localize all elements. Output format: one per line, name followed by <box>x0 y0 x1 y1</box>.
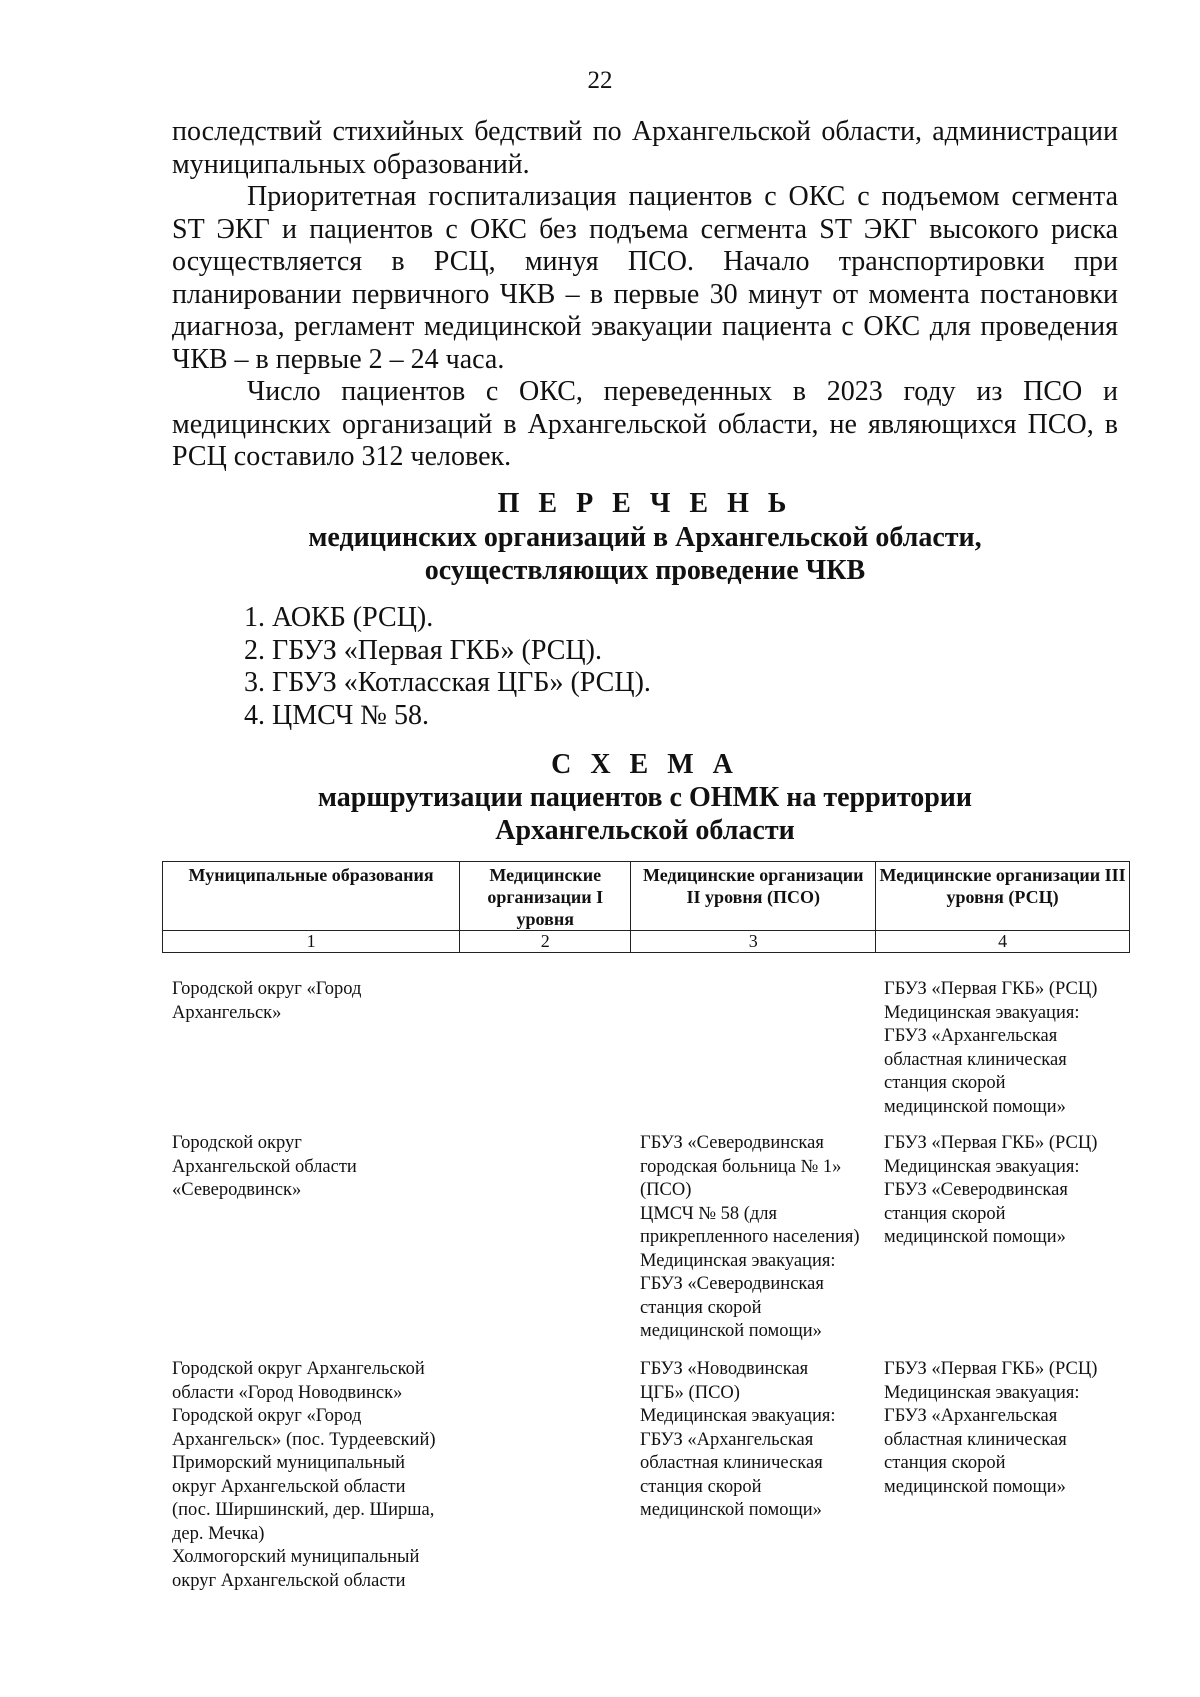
cell-line: областная клиническая <box>884 1049 1067 1070</box>
cell-line: «Северодвинск» <box>172 1180 302 1200</box>
cell-line: Приморский муниципальный <box>172 1453 406 1473</box>
cell-line: областная клиническая <box>640 1453 823 1473</box>
perechen-subtitle: осуществляющих проведение ЧКВ <box>424 555 866 586</box>
paragraph: последствий стихийных бедствий по Архангельской области, администрации муниципальных образований. <box>172 116 1118 180</box>
cell-line: (ПСО) <box>640 1180 692 1200</box>
cell-line: городская больница № 1» <box>640 1156 842 1177</box>
column-number: 3 <box>631 931 876 953</box>
cell-line: станция скорой <box>640 1476 762 1497</box>
municipality-cell <box>172 978 472 1025</box>
list-item: 2. ГБУЗ «Первая ГКБ» (РСЦ). <box>244 634 602 666</box>
cell-line: ГБУЗ «Первая ГКБ» (РСЦ) <box>884 1133 1098 1153</box>
table-header-cell: Медицинские организации III уровня (РСЦ) <box>876 862 1130 931</box>
table-header-cell: Муниципальные образования <box>163 862 460 931</box>
organization-list <box>244 602 651 732</box>
list-item: 4. ЦМСЧ № 58. <box>244 699 430 731</box>
cell-line: Архангельск» <box>172 1002 282 1023</box>
cell-line: прикрепленного населения) <box>640 1227 860 1247</box>
cell-line: округ Архангельской области <box>172 1476 406 1497</box>
cell-line: Холмогорский муниципальный <box>172 1547 420 1567</box>
cell-line: ЦМСЧ № 58 (для <box>640 1203 778 1224</box>
cell-line: дер. Мечка) <box>172 1523 265 1544</box>
cell-line: станция скорой <box>884 1073 1006 1093</box>
body-text <box>172 116 1118 474</box>
cell-line: (пос. Ширшинский, дер. Ширша, <box>172 1500 435 1520</box>
column-number: 4 <box>876 931 1130 953</box>
schema-subtitle: Архангельской области <box>495 815 795 846</box>
cell-line: Медицинская эвакуация: <box>640 1406 836 1426</box>
list-item: 3. ГБУЗ «Котласская ЦГБ» (РСЦ). <box>244 667 651 698</box>
cell-line: медицинской помощи» <box>640 1500 822 1520</box>
municipality-cell <box>172 1132 472 1203</box>
cell-line: ГБУЗ «Северодвинская <box>640 1274 824 1294</box>
column-number: 1 <box>163 931 460 953</box>
level2-cell <box>640 1132 880 1344</box>
cell-line: Архангельской области <box>172 1156 357 1177</box>
column-number: 2 <box>460 931 631 953</box>
cell-line: станция скорой <box>884 1453 1006 1473</box>
cell-line: Городской округ Архангельской <box>172 1359 425 1379</box>
cell-line: области «Город Новодвинск» <box>172 1382 403 1403</box>
cell-line: Архангельск» (пос. Турдеевский) <box>172 1429 436 1450</box>
cell-line: Городской округ «Город <box>172 1406 362 1426</box>
cell-line: областная клиническая <box>884 1429 1067 1450</box>
perechen-subtitle: медицинских организаций в Архангельской области, <box>308 522 982 553</box>
routing-table-header <box>162 861 1130 953</box>
schema-heading: С Х Е М А <box>551 749 739 780</box>
cell-line: ГБУЗ «Первая ГКБ» (РСЦ) <box>884 1359 1098 1379</box>
paragraph: Число пациентов с ОКС, переведенных в 2023 году из ПСО и медицинских организаций в Архангельской области, не являющихся ПСО, в РСЦ составило 312 человек. <box>172 376 1118 472</box>
level3-cell <box>884 1132 1130 1250</box>
cell-line: Медицинская эвакуация: <box>884 1156 1080 1177</box>
cell-line: Медицинская эвакуация: <box>640 1250 836 1271</box>
cell-line: ГБУЗ «Новодвинская <box>640 1359 809 1379</box>
level3-cell <box>884 1358 1130 1499</box>
table-header-cell: Медицинские организации II уровня (ПСО) <box>631 862 876 931</box>
perechen-heading: П Е Р Е Ч Е Н Ь <box>497 488 793 519</box>
cell-line: ГБУЗ «Архангельская <box>640 1429 814 1450</box>
cell-line: Медицинская эвакуация: <box>884 1002 1080 1023</box>
cell-line: ГБУЗ «Первая ГКБ» (РСЦ) <box>884 979 1098 999</box>
list-item: 1. АОКБ (РСЦ). <box>244 602 434 633</box>
page-number: 22 <box>587 67 613 94</box>
paragraph: Приоритетная госпитализация пациентов с ОКС с подъемом сегмента ST ЭКГ и пациентов с ОКС без подъема сегмента ST ЭКГ высокого риска осуществляется в РСЦ, минуя ПСО. Начало транспортировки при планировании первичного ЧКВ – в первые 30 минут от момента постановки диагноза, регламент медицинской эвакуации пациента с ОКС для проведения ЧКВ – в первые 2 – 24 часа. <box>172 181 1118 375</box>
table-header-cell: Медицинские организации I уровня <box>460 862 631 931</box>
schema-subtitle: маршрутизации пациентов с ОНМК на территории <box>317 782 973 813</box>
cell-line: округ Архангельской области <box>172 1570 406 1591</box>
cell-line: станция скорой <box>640 1297 762 1318</box>
cell-line: ГБУЗ «Северодвинская <box>884 1180 1068 1200</box>
level2-cell <box>640 1358 880 1523</box>
cell-line: медицинской помощи» <box>884 1476 1066 1497</box>
cell-line: ГБУЗ «Архангельская <box>884 1026 1058 1046</box>
cell-line: медицинской помощи» <box>884 1227 1066 1247</box>
cell-line: Городской округ <box>172 1133 302 1153</box>
cell-line: ЦГБ» (ПСО) <box>640 1382 740 1403</box>
level3-cell <box>884 978 1130 1119</box>
cell-line: Медицинская эвакуация: <box>884 1382 1080 1403</box>
municipality-cell <box>172 1358 472 1593</box>
cell-line: медицинской помощи» <box>884 1096 1066 1117</box>
cell-line: ГБУЗ «Архангельская <box>884 1406 1058 1426</box>
cell-line: медицинской помощи» <box>640 1321 822 1341</box>
cell-line: Городской округ «Город <box>172 979 362 999</box>
cell-line: ГБУЗ «Северодвинская <box>640 1133 824 1153</box>
cell-line: станция скорой <box>884 1203 1006 1224</box>
